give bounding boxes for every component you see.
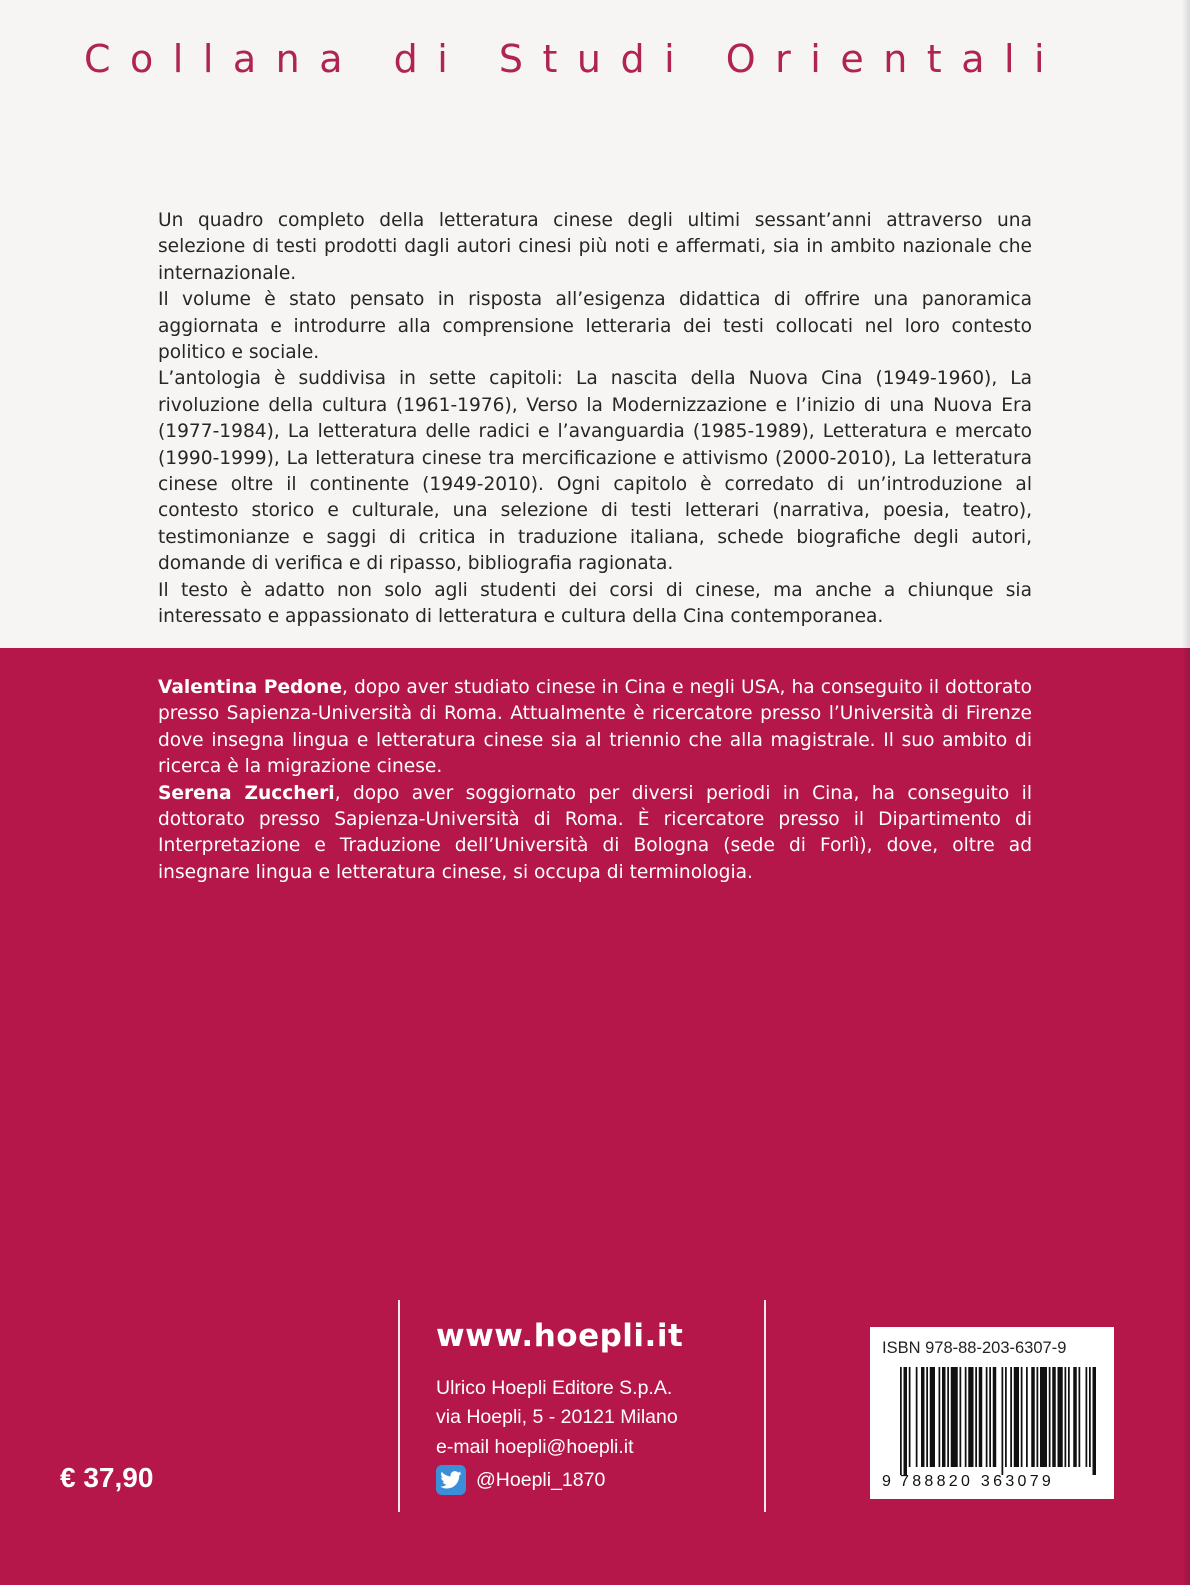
publisher-address: via Hoepli, 5 - 20121 Milano <box>436 1406 678 1428</box>
synopsis <box>158 208 1032 631</box>
barcode-bar <box>916 1367 918 1467</box>
author-name: Serena Zuccheri <box>158 782 335 804</box>
barcode-bar <box>1068 1367 1070 1467</box>
barcode-bar <box>1079 1367 1081 1467</box>
author-bios <box>158 675 1032 886</box>
barcode-bar <box>926 1367 928 1467</box>
publisher-email[interactable]: e-mail hoepli@hoepli.it <box>436 1436 634 1458</box>
barcode-bar <box>1089 1367 1091 1467</box>
barcode-bar <box>900 1367 902 1475</box>
divider-line <box>764 1300 766 1512</box>
page-edge-shadow <box>1182 0 1190 1585</box>
barcode-bar <box>1065 1367 1067 1467</box>
barcode-bar <box>960 1367 962 1467</box>
divider-line <box>398 1300 400 1512</box>
twitter-bird-icon <box>436 1465 466 1495</box>
author-bio-text: , dopo aver soggiornato per diversi periodi in Cina, ha conseguito il dottorato presso Sapienza-Università di Roma. È ricercatore presso il Dipartimento di Interpretazione e Traduzione dell’Università di Bologna (sede di Forlì), dove, oltre ad insegnare lingua e letteratura cinese, si occupa di terminologia. <box>158 782 1032 883</box>
author-bio <box>158 675 1032 781</box>
barcode-bar <box>909 1367 911 1467</box>
barcode-bar <box>1031 1367 1035 1467</box>
publisher-twitter[interactable] <box>436 1464 605 1496</box>
barcode-bar <box>1086 1367 1088 1467</box>
synopsis-paragraph: Il volume è stato pensato in risposta all’esigenza didattica di offrire una panoramica aggiornata e introdurre alla comprensione letteraria dei testi collocati nel loro contesto politico e sociale. <box>158 289 1032 364</box>
barcode-bar <box>1037 1367 1039 1467</box>
publisher-website-link[interactable]: www.hoepli.it <box>436 1318 684 1354</box>
synopsis-paragraph: Il testo è adatto non solo agli studenti dei corsi di cinese, ma anche a chiunque sia interessato e appassionato di letteratura e cultura della Cina contemporanea. <box>158 579 1032 628</box>
synopsis-paragraph: Un quadro completo della letteratura cinese degli ultimi sessant’anni attraverso una selezione di testi prodotti dagli autori cinesi più noti e affermati, sia in ambito nazionale che internazionale. <box>158 210 1032 284</box>
barcode-bar <box>993 1367 997 1467</box>
isbn-label: ISBN 978-88-203-6307-9 <box>882 1339 1067 1357</box>
author-bio-text: , dopo aver studiato cinese in Cina e negli USA, ha conseguito il dottorato presso Sapienza-Università di Roma. Attualmente è ricercatore presso l’Università di Firenze dove insegna lingua e letteratura cinese sia al triennio che alla magistrale. Il suo ambito di ricerca è la migrazione cinese. <box>158 677 1032 778</box>
barcode-bar <box>1040 1367 1047 1467</box>
isbn-barcode-box <box>870 1327 1114 1499</box>
barcode-bar <box>1052 1367 1056 1467</box>
cover-top-panel <box>0 0 1190 648</box>
author-name: Valentina Pedone <box>158 677 342 698</box>
ean-remaining-digits: 788820 363079 <box>900 1473 1055 1490</box>
barcode-bar <box>921 1367 925 1467</box>
twitter-handle: @Hoepli_1870 <box>476 1468 606 1491</box>
barcode-bar <box>1005 1367 1007 1467</box>
price: € 37,90 <box>60 1462 154 1493</box>
barcode-bar <box>1093 1367 1097 1475</box>
barcode-bar <box>1021 1367 1023 1467</box>
series-title: Collana di Studi Orientali <box>84 37 1065 81</box>
barcode-bar <box>951 1367 958 1467</box>
barcode-bar <box>979 1367 983 1467</box>
barcode-bar <box>968 1367 973 1467</box>
barcode-bar <box>947 1367 949 1467</box>
synopsis-paragraph: L’antologia è suddivisa in sette capitoli: La nascita della Nuova Cina (1949-1960), La rivoluzione della cultura (1961-1976), Verso la Modernizzazione e l’inizio di una Nuova Era (1977-1984), La letteratura delle radici e l’avanguardia (1985-1989), Letteratura e mercato (1990-1999), La letteratura cinese tra mercificazione e attivismo (2000-2010), La letteratura cinese oltre il continente (1949-2010). Ogni capitolo è corredato di un’introduzione al contesto storico e culturale, una selezione di testi letterari (narrativa, poesia, teatro), testimonianze e saggi di critica in traduzione italiana, schede biografiche degli autori, domande di verifica e di ripasso, bibliografia ragionata. <box>158 368 1032 575</box>
barcode-bar <box>1002 1367 1004 1475</box>
barcode-bar <box>904 1367 908 1475</box>
barcode-bar <box>1049 1367 1051 1467</box>
barcode-bar <box>1010 1367 1012 1467</box>
barcode-bar <box>930 1367 935 1467</box>
barcode-bar <box>1026 1367 1028 1467</box>
barcode-bar <box>965 1367 967 1467</box>
ean-first-digit: 9 <box>882 1473 891 1490</box>
barcode-bar <box>975 1367 977 1467</box>
barcode-bar <box>939 1367 941 1467</box>
barcode-bar <box>1014 1367 1019 1467</box>
barcode-bar <box>1058 1367 1063 1467</box>
barcode-bar <box>942 1367 946 1467</box>
author-bio <box>158 781 1032 887</box>
barcode-bar <box>986 1367 988 1467</box>
publisher-name: Ulrico Hoepli Editore S.p.A. <box>436 1377 673 1399</box>
barcode-bar <box>1073 1367 1077 1467</box>
barcode-bar <box>989 1367 991 1467</box>
